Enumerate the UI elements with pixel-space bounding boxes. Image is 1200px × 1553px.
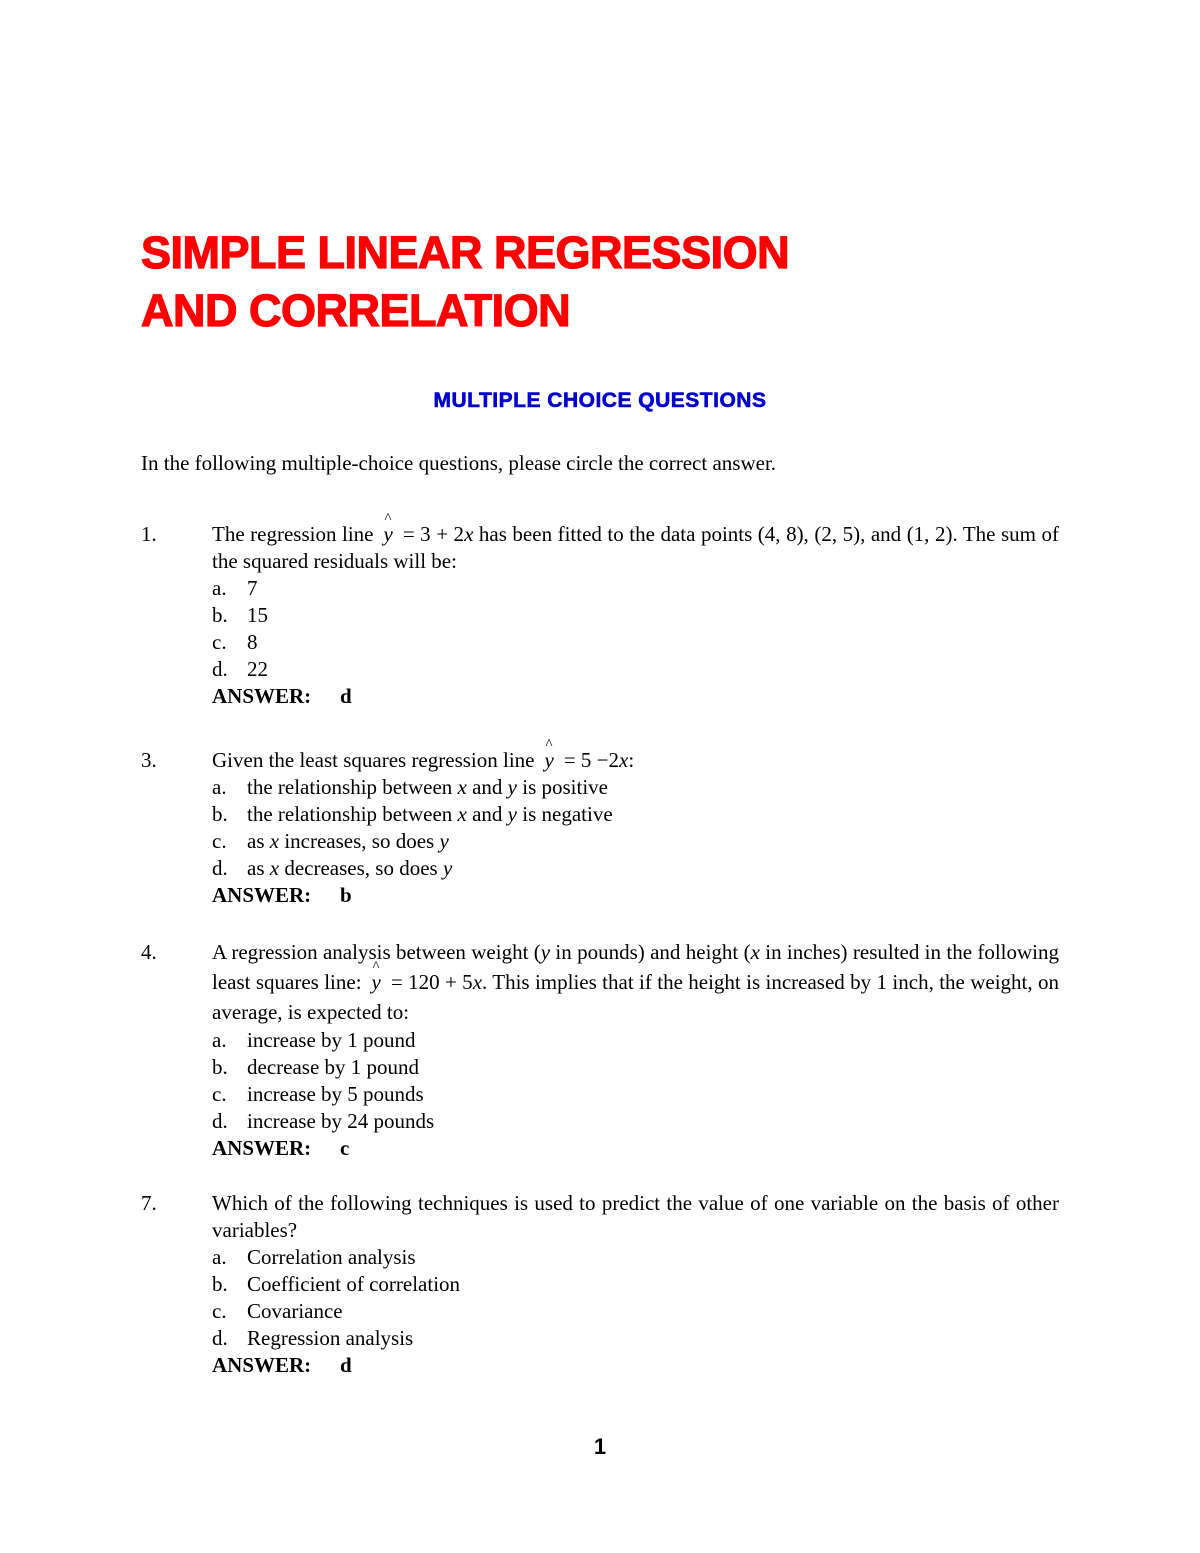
question-stem: Which of the following techniques is used to predict the value of one variable on the basis of other variables? (212, 1191, 1059, 1242)
y-hat-symbol: ^ y (383, 521, 392, 548)
option-a[interactable]: a. 7 (212, 576, 258, 600)
option-d[interactable]: d. increase by 24 pounds (212, 1109, 435, 1133)
question-number: 4. (141, 940, 157, 964)
answer-value: c (340, 1136, 350, 1160)
option-d[interactable]: d. as x decreases, so does y (212, 856, 453, 880)
answer-line: ANSWER: c (212, 1136, 350, 1160)
question-1 (141, 521, 1059, 710)
option-b[interactable]: b. the relationship between x and y is negative (212, 802, 613, 826)
y-hat-symbol: ^ y (372, 967, 381, 997)
document-title (141, 224, 789, 340)
answer-value: d (340, 684, 352, 708)
page-number: 1 (593, 1434, 607, 1459)
option-a[interactable]: a. increase by 1 pound (212, 1028, 416, 1052)
option-a[interactable]: a. Correlation analysis (212, 1245, 416, 1269)
instructions-text: In the following multiple-choice questions, please circle the correct answer. (141, 451, 777, 475)
option-b[interactable]: b. decrease by 1 pound (212, 1055, 420, 1079)
option-c[interactable]: c. increase by 5 pounds (212, 1082, 424, 1106)
question-4 (141, 937, 1059, 1162)
option-d[interactable]: d. Regression analysis (212, 1326, 414, 1350)
option-b[interactable]: b. 15 (212, 603, 268, 627)
section-subtitle: MULTIPLE CHOICE QUESTIONS (433, 389, 767, 412)
option-c[interactable]: c. as x increases, so does y (212, 829, 449, 853)
option-a[interactable]: a. the relationship between x and y is positive (212, 775, 609, 799)
question-stem: The regression line^ y = 3 + 2x has been fitted to the data points (4, 8), (2, 5), and (1, 2). The sum of the squared residuals will be: (212, 521, 1059, 575)
answer-line: ANSWER: d (212, 1353, 352, 1377)
title-line-1: SIMPLE LINEAR REGRESSION (141, 227, 790, 278)
answer-line: ANSWER: d (212, 684, 352, 708)
option-b[interactable]: b. Coefficient of correlation (212, 1272, 461, 1296)
question-3 (141, 747, 1059, 909)
answer-line: ANSWER: b (212, 883, 352, 907)
question-number: 7. (141, 1191, 157, 1215)
answer-value: b (340, 883, 352, 907)
option-c[interactable]: c. Covariance (212, 1299, 343, 1323)
option-c[interactable]: c. 8 (212, 630, 258, 654)
question-stem: Given the least squares regression line^ y = 5 −2x: (212, 747, 1059, 774)
question-7 (141, 1190, 1059, 1379)
question-number: 3. (141, 748, 157, 772)
question-stem: A regression analysis between weight (y in pounds) and height (x in inches) resulted in the following least squares line:^ y = 120 + 5x. This implies that if the height is increased by 1 inch, the weight, on average, is expected to: (212, 937, 1059, 1027)
option-d[interactable]: d. 22 (212, 657, 268, 681)
question-number: 1. (141, 522, 157, 546)
y-hat-symbol: ^ y (545, 747, 554, 774)
title-line-2: AND CORRELATION (141, 285, 571, 336)
answer-value: d (340, 1353, 352, 1377)
